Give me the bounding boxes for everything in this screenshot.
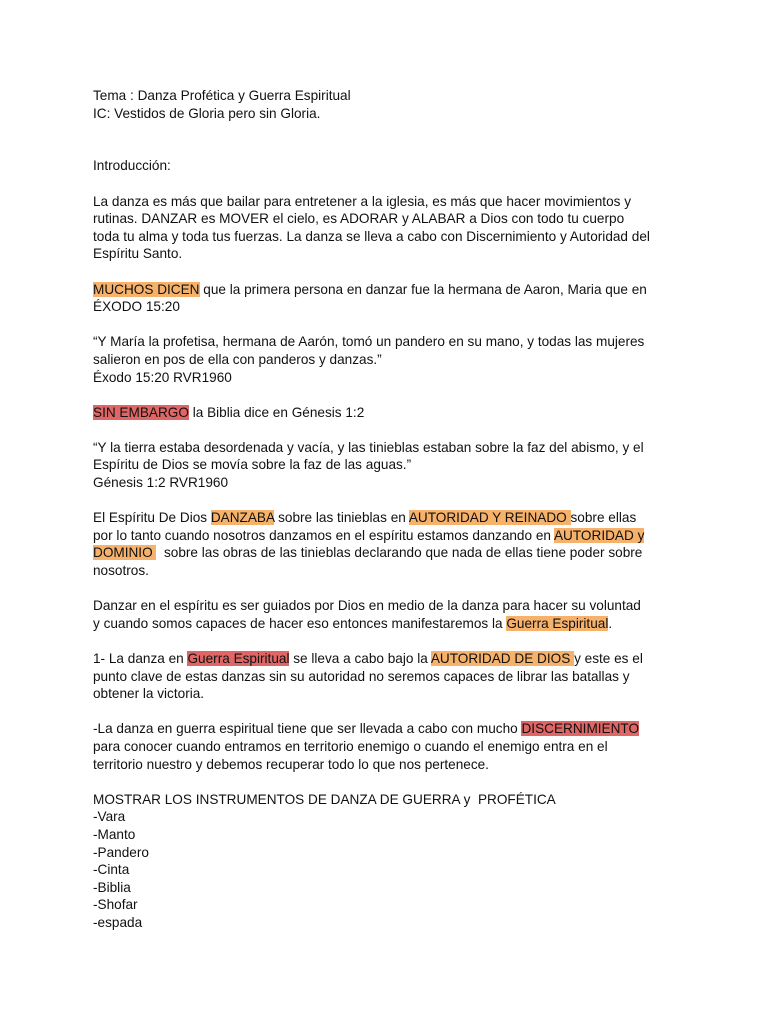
- list-item: -Vara: [93, 809, 126, 825]
- paragraph-line: territorio nuestro y debemos recuperar todo lo que nos pertenece.: [93, 756, 489, 772]
- paragraph-text: y este es el: [574, 651, 643, 666]
- list-item: -Pandero: [93, 844, 149, 860]
- highlight-sin-embargo: SIN EMBARGO: [93, 404, 189, 420]
- instruments-list: [93, 808, 693, 931]
- highlight-guerra-espiritual-red: Guerra Espiritual: [187, 651, 290, 666]
- paragraph-line: rutinas. DANZAR es MOVER el cielo, es ADORAR y ALABAR a Dios con todo tu cuerpo: [93, 211, 625, 227]
- quote-line: “Y la tierra estaba desordenada y vacía, y las tinieblas estaban sobre la faz del abismo, y el: [93, 439, 644, 455]
- paragraph-text: El Espíritu De Dios: [93, 510, 211, 526]
- list-item: -Shofar: [93, 897, 138, 913]
- paragraph-line: punto clave de estas danzas sin su autoridad no seremos capaces de librar las batallas y: [93, 668, 630, 684]
- paragraph-line: toda tu alma y toda tus fuerzas. La danza se lleva a cabo con Discernimiento y Autoridad del: [93, 228, 650, 244]
- instruments-heading: MOSTRAR LOS INSTRUMENTOS DE DANZA DE GUERRA y PROFÉTICA: [93, 791, 556, 807]
- discernment-paragraph: [93, 720, 693, 773]
- highlight-guerra-espiritual: Guerra Espiritual: [506, 615, 609, 631]
- paragraph-line: Espíritu Santo.: [93, 246, 183, 262]
- quote-reference: Éxodo 15:20 RVR1960: [93, 369, 232, 385]
- list-item: -Biblia: [93, 879, 131, 895]
- list-item: -Manto: [93, 826, 136, 842]
- genesis-quote: [93, 439, 693, 492]
- document-ic: IC: Vestidos de Gloria pero sin Gloria.: [93, 105, 321, 121]
- spirit-danced-paragraph: [93, 509, 693, 579]
- intro-paragraph: [93, 193, 693, 263]
- highlight-dominio: DOMINIO: [93, 545, 157, 561]
- paragraph-line: ÉXODO 15:20: [93, 299, 180, 315]
- paragraph-line: para conocer cuando entramos en territorio enemigo o cuando el enemigo entra en el: [93, 738, 608, 754]
- exodus-quote: [93, 333, 693, 386]
- paragraph-text: sobre las obras de las tinieblas declarando que nada de ellas tiene poder sobre: [156, 545, 643, 561]
- paragraph-line: Danzar en el espíritu es ser guiados por Dios en medio de la danza para hacer su voluntad: [93, 598, 641, 614]
- paragraph-line: nosotros.: [93, 563, 149, 579]
- first-dancer-paragraph: [93, 281, 693, 316]
- paragraph-text: la Biblia dice en Génesis 1:2: [188, 404, 365, 420]
- paragraph-text: .: [608, 615, 613, 631]
- point-one-paragraph: [93, 650, 693, 703]
- document-page: [93, 87, 693, 932]
- highlight-autoridad-de-dios: AUTORIDAD DE DIOS: [430, 651, 575, 666]
- paragraph-text: que la primera persona en danzar fue la hermana de Aaron, Maria que en: [199, 281, 647, 297]
- highlight-autoridad-reinado: AUTORIDAD Y REINADO: [408, 510, 571, 526]
- paragraph-text: se lleva a cabo bajo la: [289, 651, 431, 666]
- highlight-autoridad-y: AUTORIDAD y: [553, 527, 645, 543]
- quote-line: Espíritu de Dios se movía sobre la faz de las aguas.”: [93, 457, 412, 473]
- sin-embargo-paragraph: [93, 404, 693, 422]
- highlight-muchos-dicen: MUCHOS DICEN: [93, 281, 200, 297]
- paragraph-text: sobre ellas: [570, 510, 637, 526]
- intro-heading: Introducción:: [93, 158, 171, 174]
- document-title: Tema : Danza Profética y Guerra Espiritual: [93, 88, 351, 103]
- paragraph-text: y cuando somos capaces de hacer eso entonces manifestaremos la: [93, 615, 507, 631]
- quote-reference: Génesis 1:2 RVR1960: [93, 475, 229, 491]
- list-item: -Cinta: [93, 862, 130, 878]
- paragraph-text: sobre las tinieblas en: [274, 510, 409, 526]
- paragraph-text: 1- La danza en: [93, 651, 188, 666]
- quote-line: salieron en pos de ella con panderos y danzas.”: [93, 351, 382, 367]
- paragraph-text: -La danza en guerra espiritual tiene que ser llevada a cabo con mucho: [93, 721, 522, 737]
- paragraph-line: obtener la victoria.: [93, 686, 205, 702]
- spirit-dance-paragraph: [93, 597, 693, 632]
- paragraph-line: La danza es más que bailar para entretener a la iglesia, es más que hacer movimientos y: [93, 193, 632, 209]
- highlight-danzaba: DANZABA: [210, 510, 275, 526]
- list-item: -espada: [93, 914, 143, 930]
- highlight-discernimiento: DISCERNIMIENTO: [521, 721, 640, 737]
- paragraph-text: por lo tanto cuando nosotros danzamos en el espíritu estamos danzando en: [93, 527, 554, 543]
- quote-line: “Y María la profetisa, hermana de Aarón, tomó un pandero en su mano, y todas las mujeres: [93, 334, 645, 350]
